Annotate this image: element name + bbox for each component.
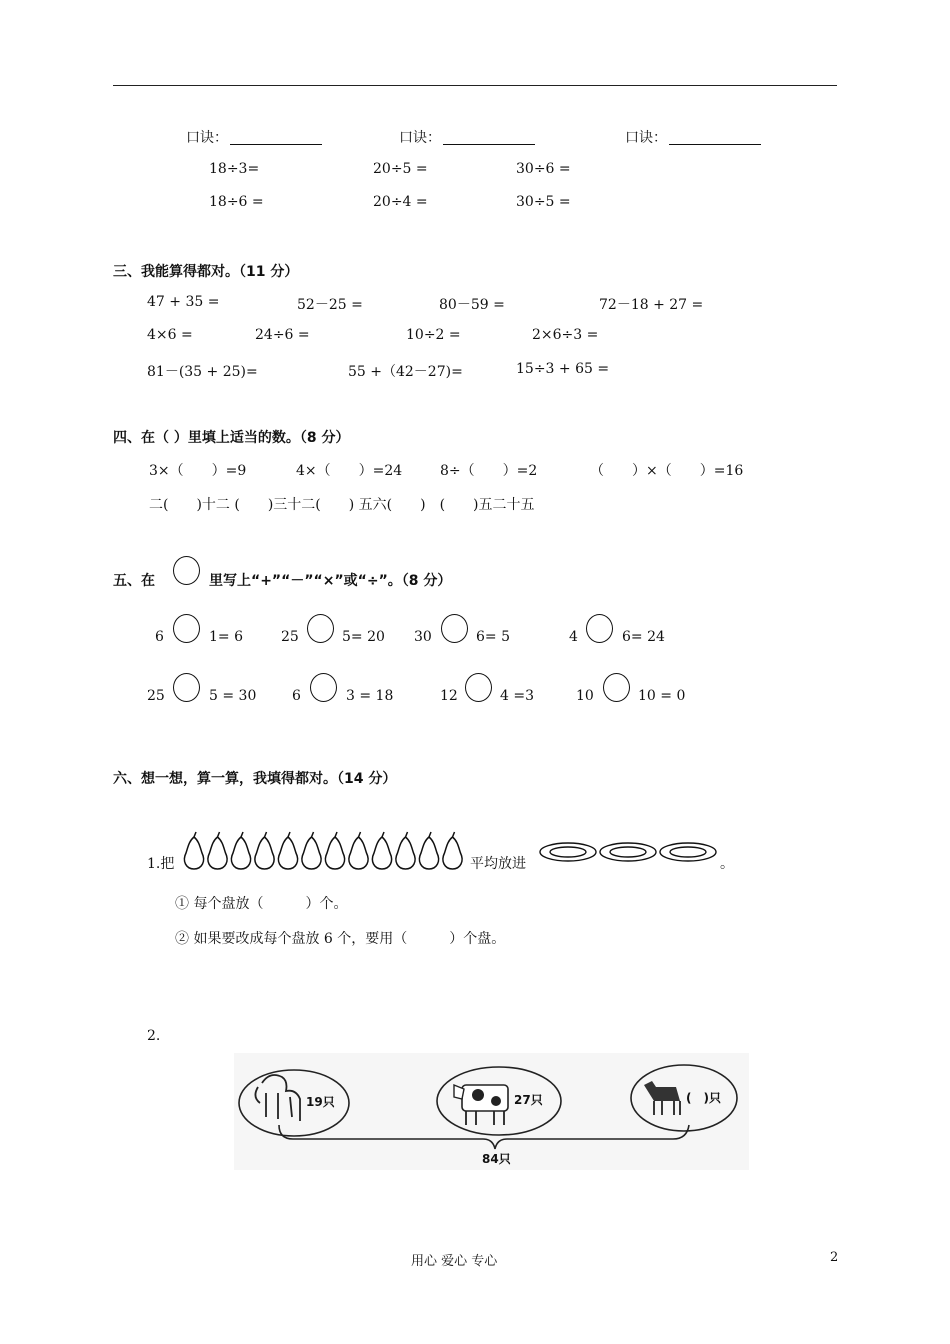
question-1-mid: 平均放进 xyxy=(470,856,526,872)
operator-circle-icon xyxy=(173,556,200,585)
pear-icon xyxy=(278,837,297,869)
equation: 24÷6 = xyxy=(255,327,310,343)
equation: 20÷5 = xyxy=(373,161,428,177)
section-4-title: 四、在（ ）里填上适当的数。（8 分） xyxy=(113,430,350,446)
cow-count-label: 27只 xyxy=(514,1093,543,1107)
operand: 6= 5 xyxy=(476,629,510,645)
equation: 15÷3 + 65 = xyxy=(516,361,610,377)
pear-icon xyxy=(208,837,227,869)
pear-icon xyxy=(325,837,344,869)
plate-icon xyxy=(660,843,716,861)
header-rule xyxy=(113,85,837,86)
footer-motto: 用心 爱心 专心 xyxy=(411,1254,498,1269)
pear-icon xyxy=(184,837,203,869)
operand: 12 xyxy=(440,688,458,704)
operator-circle-input[interactable] xyxy=(603,673,630,702)
fill-blank-equation[interactable]: （ ）×（ ）=16 xyxy=(590,463,744,479)
pear-stem xyxy=(429,832,431,837)
pear-icon xyxy=(349,837,368,869)
operand: 4 xyxy=(569,629,578,645)
pear-icon xyxy=(302,837,321,869)
operand: 5= 20 xyxy=(342,629,385,645)
equation: 81－(35 + 25)= xyxy=(147,364,258,380)
equation: 80－59 = xyxy=(439,297,505,313)
question-1-end: 。 xyxy=(720,856,734,872)
equation: 2×6÷3 = xyxy=(532,327,599,343)
answer-blank[interactable] xyxy=(230,130,322,145)
fill-blank-equation[interactable]: 8÷（ ）=2 xyxy=(440,463,538,479)
answer-blank[interactable] xyxy=(443,130,535,145)
pear-stem xyxy=(359,832,361,837)
equation: 30÷5 = xyxy=(516,194,571,210)
plate-icons xyxy=(540,843,716,861)
plate-inner-rim xyxy=(610,847,646,857)
operand: 25 xyxy=(281,629,299,645)
operator-circle-input[interactable] xyxy=(441,614,468,643)
operand: 10 = 0 xyxy=(638,688,686,704)
operand: 10 xyxy=(576,688,594,704)
section-5-title-pre: 五、在 xyxy=(113,573,155,589)
pear-stem xyxy=(406,832,408,837)
plate-inner-rim xyxy=(550,847,586,857)
cow-icon xyxy=(454,1085,508,1125)
total-count-label: 84只 xyxy=(482,1152,511,1166)
goat-count-blank[interactable]: ( )只 xyxy=(686,1091,721,1105)
goat-icon xyxy=(644,1081,680,1115)
operator-circle-input[interactable] xyxy=(307,614,334,643)
goat-group-ellipse xyxy=(631,1065,737,1131)
pear-icon xyxy=(255,837,274,869)
plate-inner-rim xyxy=(670,847,706,857)
operand: 5 = 30 xyxy=(209,688,257,704)
pear-stem xyxy=(312,832,314,837)
animals-figure xyxy=(234,1053,749,1170)
section-6-title: 六、想一想，算一算，我填得都对。（14 分） xyxy=(113,771,397,787)
pear-stem xyxy=(218,832,220,837)
equation: 72－18 + 27 = xyxy=(599,297,704,313)
operator-circle-input[interactable] xyxy=(465,673,492,702)
operator-circle-input[interactable] xyxy=(173,673,200,702)
operand: 6 xyxy=(292,688,301,704)
plates-illustration xyxy=(538,839,718,867)
koujue-3: 口诀： xyxy=(625,127,761,147)
question-2-label: 2. xyxy=(147,1028,161,1044)
operator-circle-input[interactable] xyxy=(310,673,337,702)
pear-icon xyxy=(231,837,250,869)
pears-illustration xyxy=(182,829,472,871)
operand: 6 xyxy=(155,629,164,645)
page-number: 2 xyxy=(830,1250,839,1265)
horse-count-label: 19只 xyxy=(306,1095,335,1109)
plate-icon xyxy=(540,843,596,861)
equation: 18÷3= xyxy=(209,161,260,177)
operand: 1= 6 xyxy=(209,629,243,645)
pear-stem xyxy=(453,832,455,837)
horse-icon xyxy=(255,1075,300,1121)
section-5-title-post: 里写上“+”“－”“×”或“÷”。（8 分） xyxy=(209,573,452,589)
koujue-1: 口诀： xyxy=(186,127,322,147)
pear-icons xyxy=(184,832,462,869)
sub-question-1[interactable]: ① 每个盘放（ ）个。 xyxy=(175,896,348,912)
pear-icon xyxy=(419,837,438,869)
pear-icon xyxy=(372,837,391,869)
pear-stem xyxy=(194,832,196,837)
pear-icon xyxy=(443,837,462,869)
koujue-2: 口诀： xyxy=(399,127,535,147)
operand: 30 xyxy=(414,629,432,645)
operand: 25 xyxy=(147,688,165,704)
pear-icon xyxy=(396,837,415,869)
total-brace xyxy=(279,1125,689,1149)
operand: 4 =3 xyxy=(500,688,534,704)
operand: 3 = 18 xyxy=(346,688,394,704)
answer-blank[interactable] xyxy=(669,130,761,145)
operator-circle-input[interactable] xyxy=(173,614,200,643)
pear-stem xyxy=(288,832,290,837)
sub-question-2[interactable]: ② 如果要改成每个盘放 6 个，要用（ ）个盘。 xyxy=(175,931,506,947)
equation: 10÷2 = xyxy=(406,327,461,343)
fill-blank-equation[interactable]: 3×（ ）=9 xyxy=(149,463,247,479)
pear-stem xyxy=(335,832,337,837)
equation: 55 +（42－27)= xyxy=(348,364,463,380)
equation: 30÷6 = xyxy=(516,161,571,177)
pear-stem xyxy=(265,832,267,837)
equation: 47 + 35 = xyxy=(147,294,220,310)
fill-blank-rhyme[interactable]: 二( )十二 ( )三十二( ) 五六( ) ( )五二十五 xyxy=(149,497,535,513)
pear-stem xyxy=(241,832,243,837)
operand: 6= 24 xyxy=(622,629,665,645)
equation: 4×6 = xyxy=(147,327,193,343)
fill-blank-equation[interactable]: 4×（ ）=24 xyxy=(296,463,403,479)
question-1-prefix: 1.把 xyxy=(147,856,175,872)
plate-icon xyxy=(600,843,656,861)
pear-stem xyxy=(382,832,384,837)
equation: 52－25 = xyxy=(297,297,363,313)
operator-circle-input[interactable] xyxy=(586,614,613,643)
section-3-title: 三、我能算得都对。（11 分） xyxy=(113,264,299,280)
equation: 18÷6 = xyxy=(209,194,264,210)
equation: 20÷4 = xyxy=(373,194,428,210)
